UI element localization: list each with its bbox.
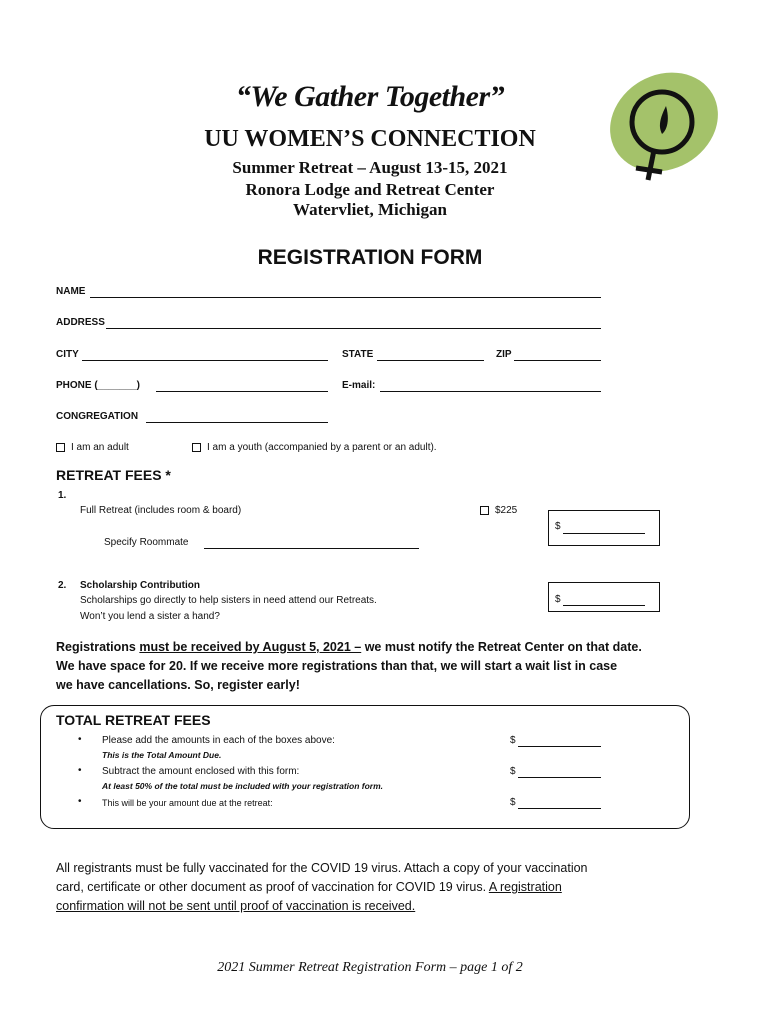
email-field[interactable] [380,391,601,392]
address-label: ADDRESS [56,317,105,328]
scholarship-description: Scholarships go directly to help sisters in need attend our Retreats. [80,595,377,606]
vaccination-line-1: All registrants must be fully vaccinated for the COVID 19 virus. Attach a copy of your vaccination [56,861,588,875]
bullet-dot-3: • [78,796,82,807]
location-subtitle: Watervliet, Michigan [293,200,447,219]
youth-option[interactable] [192,442,437,453]
scholarship-title: Scholarship Contribution [80,580,200,591]
vaccination-notice [56,859,746,916]
bullet-dot-1: • [78,734,82,745]
city-field[interactable] [82,360,328,361]
bullet-dot-2: • [78,765,82,776]
full-retreat-label: Full Retreat (includes room & board) [80,505,242,516]
retreat-fees-heading: RETREAT FEES * [56,467,171,483]
fee-item-1-number: 1. [58,490,67,501]
phone-label: PHONE (_______) [56,380,140,391]
zip-field[interactable] [514,360,601,361]
deadline-notice-pre: Registrations [56,640,140,654]
deposit-note: At least 50% of the total must be included with your registration form. [102,781,384,791]
zip-label: ZIP [496,349,512,360]
phone-field[interactable] [156,391,328,392]
scholarship-amount-box[interactable] [548,582,660,612]
scholarship-dollar: $ [555,594,561,605]
deadline-notice-line-1 [56,638,736,657]
congregation-field[interactable] [146,422,328,423]
total-due-note: This is the Total Amount Due. [102,750,222,760]
full-retreat-amount-line [563,533,645,534]
city-label: CITY [56,349,79,360]
total-due-field[interactable] [518,746,601,747]
venue-subtitle: Ronora Lodge and Retreat Center [245,180,495,199]
email-label: E-mail: [342,380,376,391]
congregation-label: CONGREGATION [56,411,139,422]
address-field[interactable] [106,328,601,329]
due-at-retreat-instruction: This will be your amount due at the retreat: [102,798,273,808]
event-subtitle: Summer Retreat – August 13-15, 2021 [232,158,508,177]
total-due-dollar: $ [510,735,516,746]
total-fees-heading: TOTAL RETREAT FEES [56,712,211,728]
page-footer: 2021 Summer Retreat Registration Form – page 1 of 2 [217,960,523,975]
youth-checkbox[interactable] [192,443,201,452]
adult-option[interactable] [56,442,129,453]
vaccination-line-2 [56,878,746,897]
form-title: REGISTRATION FORM [257,246,483,269]
vaccination-line-3: confirmation will not be sent until proof of vaccination is received. [56,899,416,913]
name-label: NAME [56,286,86,297]
subtract-instruction: Subtract the amount enclosed with this form: [102,766,300,777]
deadline-notice [56,638,736,695]
full-retreat-checkbox[interactable] [480,506,489,515]
deadline-notice-line-3: we have cancellations. So, register early! [56,678,300,692]
full-retreat-option[interactable] [480,505,517,516]
full-retreat-dollar: $ [555,521,561,532]
due-at-retreat-dollar: $ [510,797,516,808]
enclosed-amount-field[interactable] [518,777,601,778]
adult-checkbox[interactable] [56,443,65,452]
state-label: STATE [342,349,374,360]
enclosed-dollar: $ [510,766,516,777]
name-field[interactable] [90,297,601,298]
vaccination-line-2-underlined: A registration [488,880,562,894]
deadline-notice-line-2: We have space for 20. If we receive more registrations than that, we will start a wait list in case [56,659,618,673]
vaccination-line-2-pre: card, certificate or other document as proof of vaccination for COVID 19 virus. [56,880,489,894]
state-field[interactable] [377,360,484,361]
adult-option-label: I am an adult [71,442,129,453]
due-at-retreat-field[interactable] [518,808,601,809]
youth-option-label: I am a youth (accompanied by a parent or an adult). [207,442,437,453]
deadline-notice-date: must be received by August 5, 2021 – [139,640,362,654]
full-retreat-price: $225 [495,505,518,516]
scholarship-amount-line [563,605,645,606]
roommate-field[interactable] [204,548,419,549]
scholarship-appeal: Won’t you lend a sister a hand? [80,611,220,622]
organization-title: UU WOMEN’S CONNECTION [204,126,536,152]
total-add-instruction: Please add the amounts in each of the boxes above: [102,735,335,746]
deadline-notice-post: we must notify the Retreat Center on that date. [361,640,642,654]
roommate-label: Specify Roommate [104,537,189,548]
full-retreat-amount-box[interactable] [548,510,660,546]
fee-item-2-number: 2. [58,580,67,591]
motto-title: “We Gather Together” [235,80,505,113]
